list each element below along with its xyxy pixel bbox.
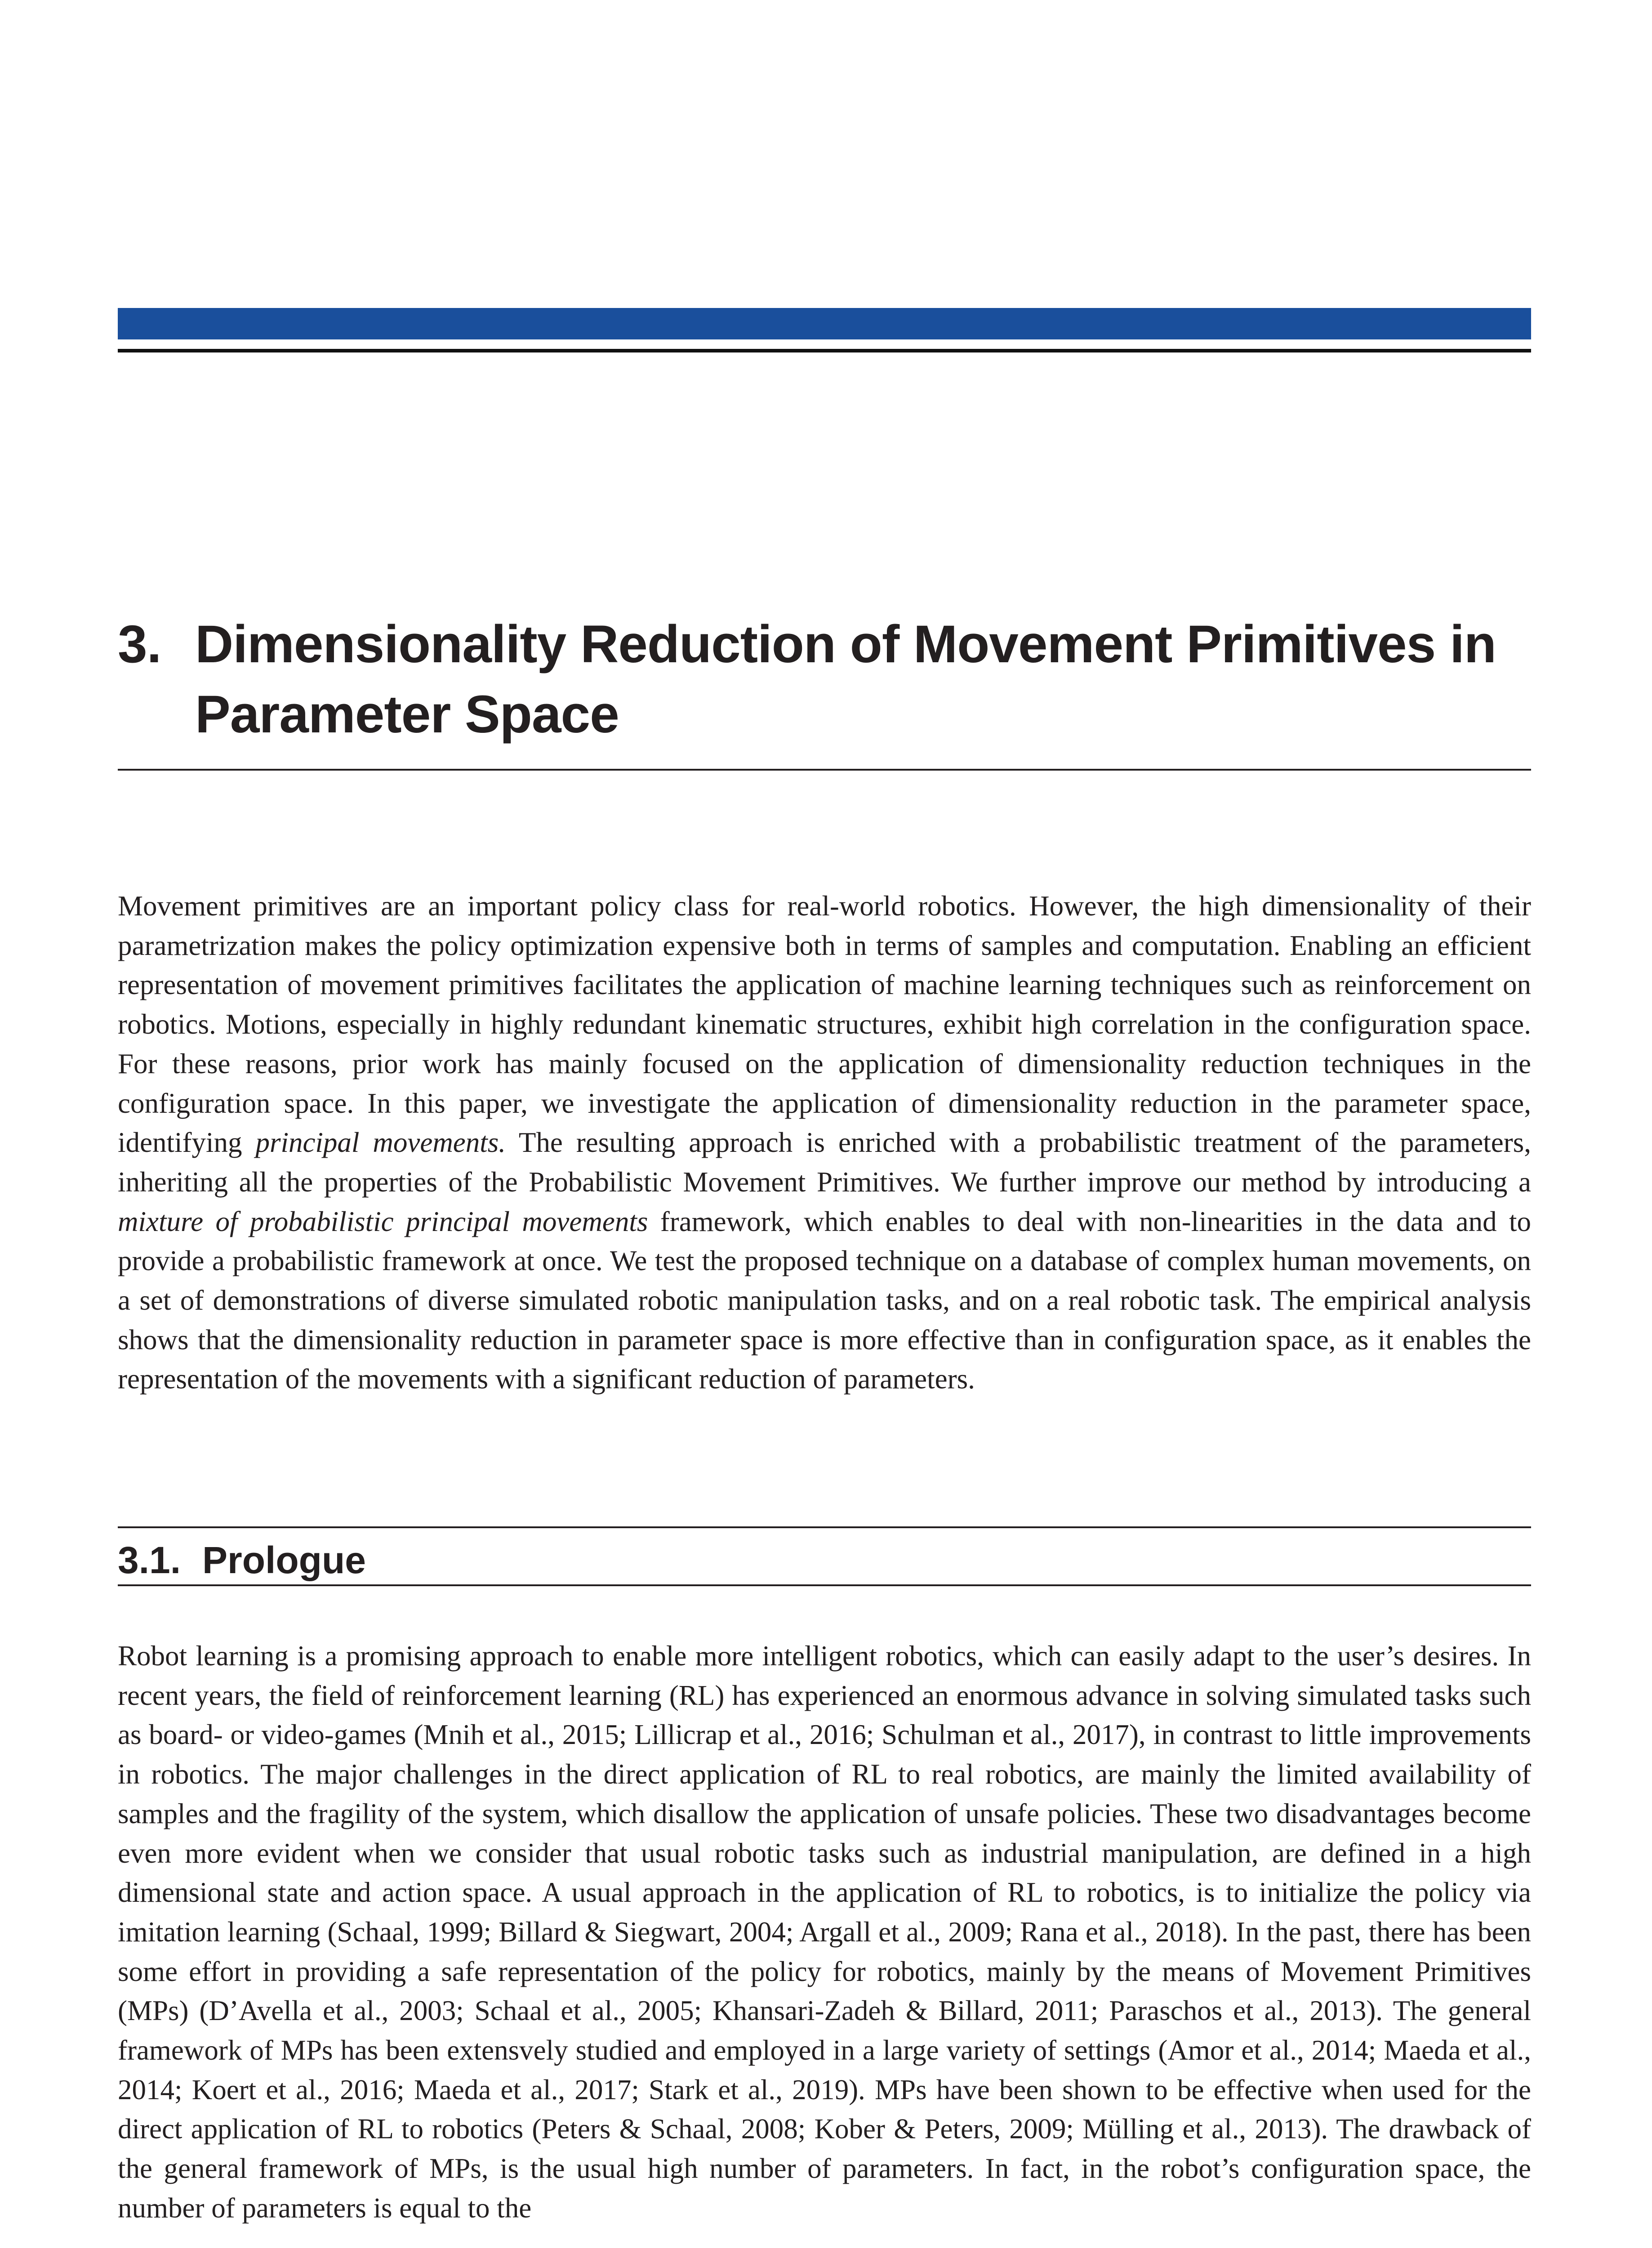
abstract-text-1: Movement primitives are an important policy class for real-world robotics. However, the high dimensionality of their parametrization makes the policy optimization expensive both in terms of samples and computation. Enabling an efficient representation of movement primitives facilitates the application of machine learning techniques such as reinforcement on robotics. Motions, especially in highly redundant kinematic structures, exhibit high correlation in the configuration space. For these reasons, prior work has mainly focused on the application of dimensionality reduction techniques in the configuration space. In this paper, we investigate the application of dimensionality reduction in the parameter space, identifying xyxy=(118,890,1531,1159)
section-rule-top xyxy=(118,1526,1531,1528)
abstract-italic-mixture: mixture of probabilistic principal movements xyxy=(118,1205,648,1237)
chapter-title-text: Dimensionality Reduction of Movement Primitives in Parameter Space xyxy=(195,615,1496,744)
chapter-abstract xyxy=(118,887,1531,1399)
abstract-italic-principal-movements: principal movements. xyxy=(255,1127,506,1159)
abstract-text-2: The resulting approach is enriched with a probabilistic treatment of the parameters, inheriting all the properties of the Probabilistic Movement Primitives. We further improve our method by introducing a xyxy=(118,1127,1531,1198)
chapter-number: 3. xyxy=(118,615,161,674)
chapter-header-rule xyxy=(118,349,1531,352)
chapter-title xyxy=(118,609,1531,749)
chapter-title-rule xyxy=(118,769,1531,771)
section-heading xyxy=(118,1533,1531,1587)
chapter-header-band xyxy=(118,308,1531,339)
section-rule-bottom xyxy=(118,1584,1531,1586)
section-number: 3.1. xyxy=(118,1539,181,1581)
abstract-text-3: framework, which enables to deal with non-linearities in the data and to provide a probabilistic framework at once. We test the proposed technique on a database of complex human movements, on a set of demonstrations of diverse simulated robotic manipulation tasks, and on a real robotic task. The empirical analysis shows that the dimensionality reduction in parameter space is more effective than in configuration space, as it enables the representation of the movements with a significant reduction of parameters. xyxy=(118,1205,1531,1395)
section-title: Prologue xyxy=(202,1539,366,1581)
prologue-paragraph: Robot learning is a promising approach to enable more intelligent robotics, which can easily adapt to the user’s desires. In recent years, the field of reinforcement learning (RL) has experienced an enormous advance in solving simulated tasks such as board- or video-games (Mnih et al., 2015; Lillicrap et al., 2016; Schulman et al., 2017), in contrast to little improvements in robotics. The major challenges in the direct application of RL to real robotics, are mainly the limited availability of samples and the fragility of the system, which disallow the application of unsafe policies. These two disadvantages become even more evident when we consider that usual robotic tasks such as industrial manipulation, are defined in a high dimensional state and action space. A usual approach in the application of RL to robotics, is to initialize the policy via imitation learning (Schaal, 1999; Billard & Siegwart, 2004; Argall et al., 2009; Rana et al., 2018). In the past, there has been some effort in providing a safe representation of the policy for robotics, mainly by the means of Movement Primitives (MPs) (D’Avella et al., 2003; Schaal et al., 2005; Khansari-Zadeh & Billard, 2011; Paraschos et al., 2013). The general framework of MPs has been extensvely studied and employed in a large variety of settings (Amor et al., 2014; Maeda et al., 2014; Koert et al., 2016; Maeda et al., 2017; Stark et al., 2019). MPs have been shown to be effective when used for the direct application of RL to robotics (Peters & Schaal, 2008; Kober & Peters, 2009; Mülling et al., 2013). The drawback of the general framework of MPs, is the usual high number of parameters. In fact, in the robot’s configuration space, the number of parameters is equal to the xyxy=(118,1640,1531,2224)
